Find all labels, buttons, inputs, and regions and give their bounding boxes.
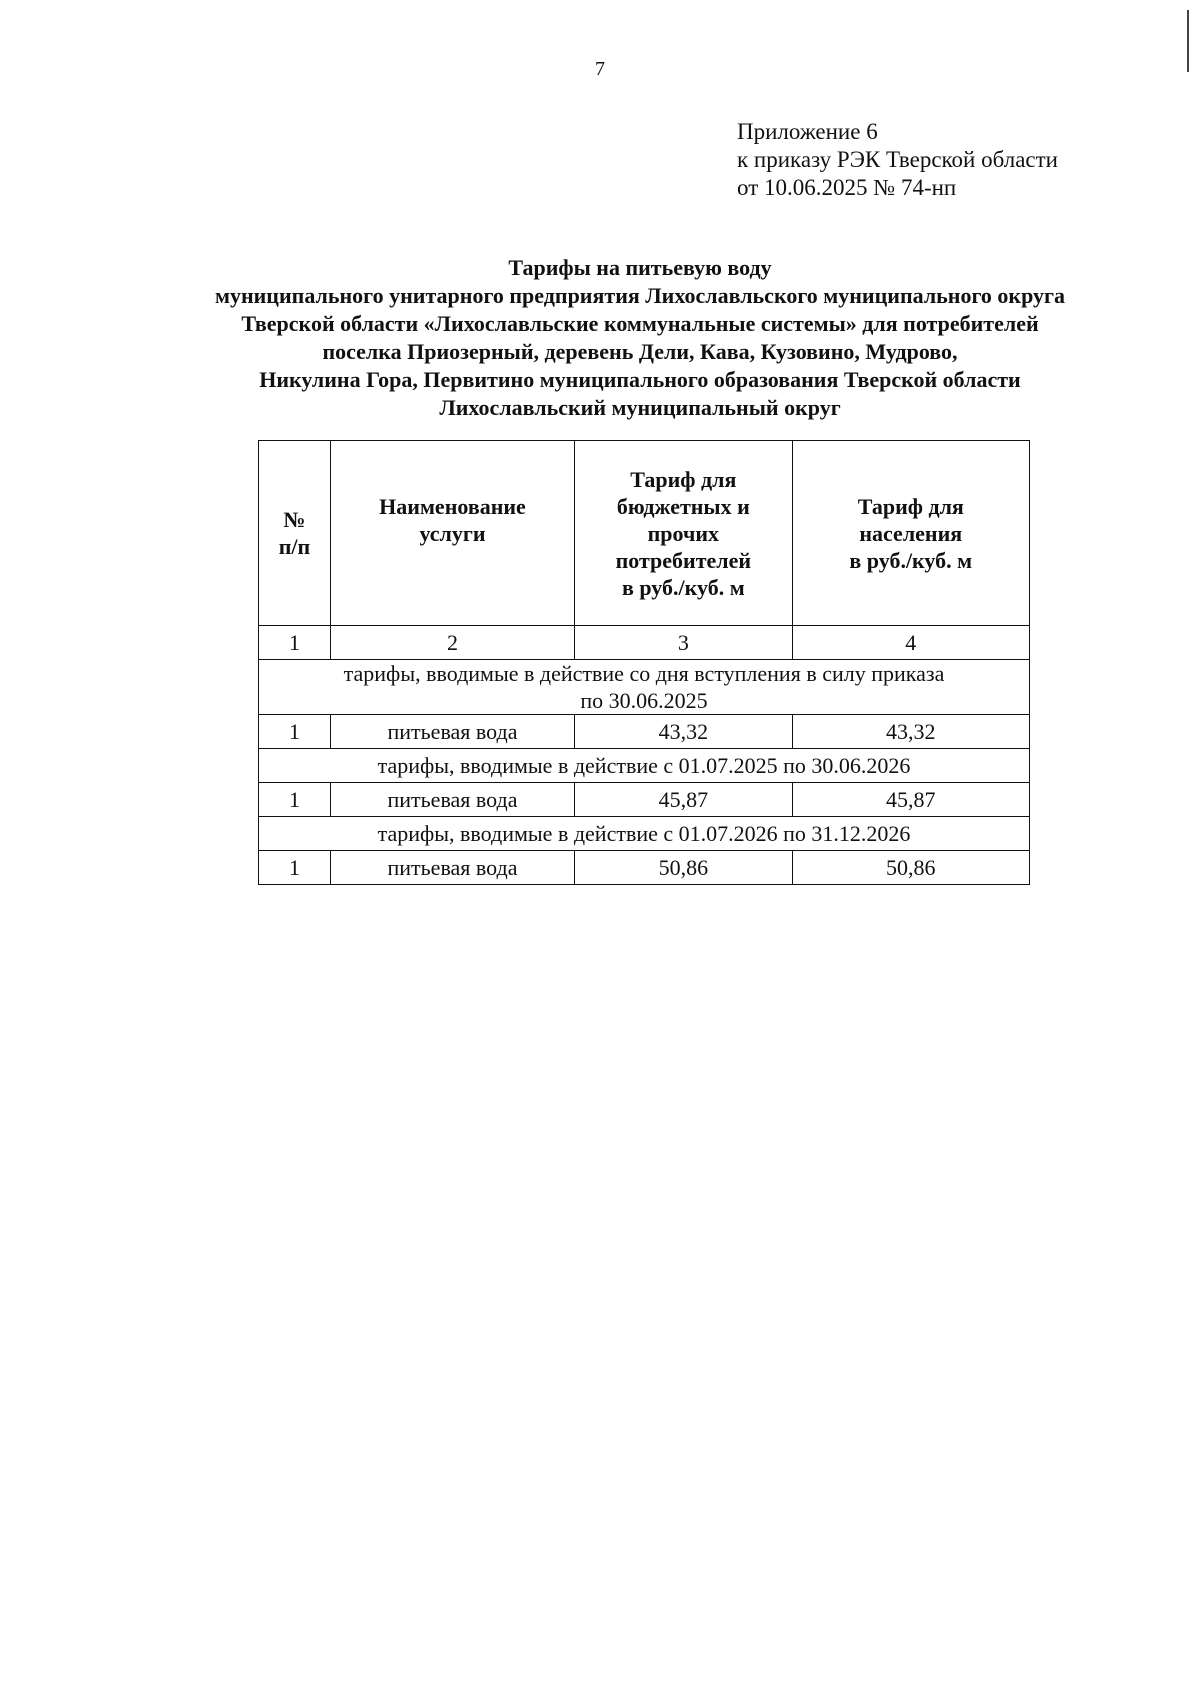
title-line-1: Тарифы на питьевую воду [508, 255, 772, 280]
header-num [259, 441, 331, 626]
title-line-2: муниципального унитарного предприятия Лихославльского муниципального округа [214, 283, 1066, 308]
header-budget-line: бюджетных и [616, 493, 750, 519]
header-budget-line: в руб./куб. м [621, 574, 745, 600]
header-service [330, 441, 574, 626]
title-line-4: поселка Приозерный, деревень Дели, Кава, Кузовино, Мудрово, [322, 339, 958, 364]
row-service: питьевая вода [330, 783, 574, 817]
table-row [259, 851, 1030, 885]
header-service-line: Наименование [379, 493, 526, 519]
header-budget-line: потребителей [615, 547, 752, 573]
appendix-line-3: от 10.06.2025 № 74-нп [737, 175, 957, 200]
period-label [259, 660, 1030, 715]
title-line-5: Никулина Гора, Первитино муниципального образования Тверской области [259, 367, 1021, 392]
header-population-line: населения [859, 520, 963, 546]
column-number-cell: 4 [792, 626, 1029, 660]
column-number-cell: 2 [330, 626, 574, 660]
header-budget-line: Тариф для [630, 466, 737, 492]
table-row [259, 715, 1030, 749]
appendix-block [737, 118, 1058, 202]
header-service-line: услуги [419, 520, 486, 546]
column-number-cell: 1 [259, 626, 331, 660]
header-population-line: в руб./куб. м [849, 547, 973, 573]
header-budget-line: прочих [647, 520, 720, 546]
period-row [259, 660, 1030, 715]
appendix-line-2: к приказу РЭК Тверской области [737, 147, 1058, 172]
period-row [259, 749, 1030, 783]
row-population-tariff: 43,32 [792, 715, 1029, 749]
tariff-table [258, 440, 1030, 885]
title-line-6: Лихославльский муниципальный округ [439, 395, 841, 420]
period-label: тарифы, вводимые в действие с 01.07.2025 по 30.06.2026 [259, 749, 1030, 783]
row-budget-tariff: 45,87 [575, 783, 792, 817]
row-service: питьевая вода [330, 715, 574, 749]
table-row [259, 783, 1030, 817]
header-population-tariff [792, 441, 1029, 626]
row-num: 1 [259, 715, 331, 749]
row-budget-tariff: 43,32 [575, 715, 792, 749]
period-row [259, 817, 1030, 851]
column-number-row [259, 626, 1030, 660]
period-label-line: по 30.06.2025 [580, 688, 708, 713]
row-service: питьевая вода [330, 851, 574, 885]
header-budget-tariff [575, 441, 792, 626]
document-title [120, 254, 1160, 422]
row-num: 1 [259, 783, 331, 817]
row-num: 1 [259, 851, 331, 885]
appendix-line-1: Приложение 6 [737, 119, 878, 144]
table-header-row [259, 441, 1030, 626]
period-label-line: тарифы, вводимые в действие со дня вступления в силу приказа [343, 661, 945, 686]
column-number-cell: 3 [575, 626, 792, 660]
header-population-line: Тариф для [857, 493, 964, 519]
row-population-tariff: 45,87 [792, 783, 1029, 817]
header-num-line: п/п [278, 534, 311, 559]
title-line-3: Тверской области «Лихославльские коммунальные системы» для потребителей [241, 311, 1039, 336]
header-num-line: № [283, 507, 306, 532]
page-number: 7 [595, 58, 605, 80]
period-label: тарифы, вводимые в действие с 01.07.2026 по 31.12.2026 [259, 817, 1030, 851]
row-budget-tariff: 50,86 [575, 851, 792, 885]
row-population-tariff: 50,86 [792, 851, 1029, 885]
